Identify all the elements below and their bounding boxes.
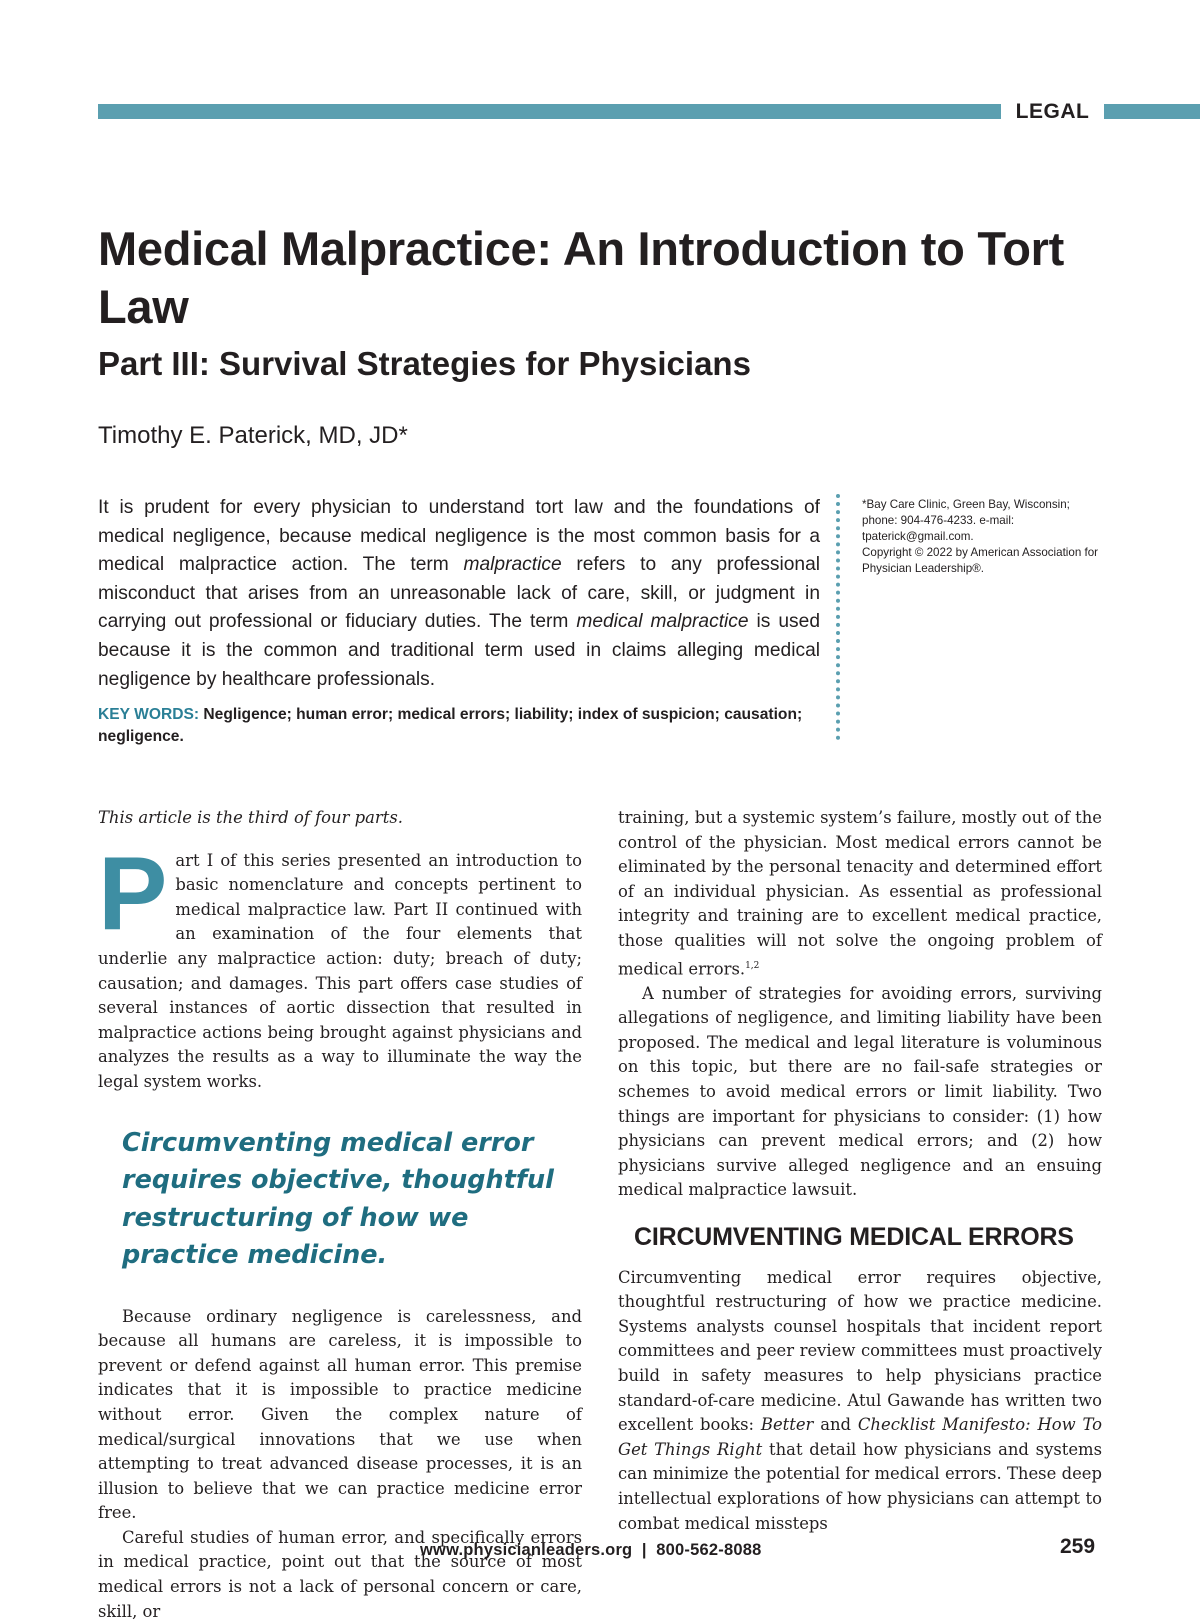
abstract-text-2: refers to any professional misconduct that arises from an unreasonable lack of care, skill, or judgment in carrying out professional or fiduciary duties. The term <box>98 554 820 633</box>
author-affiliation <box>862 497 1100 577</box>
abstract-text-1: It is prudent for every physician to understand tort law and the foundations of medical negligence, because medical negligence is the most common basis for a medical malpractice action. The term <box>98 497 820 576</box>
keywords <box>98 704 820 748</box>
abstract <box>98 494 820 694</box>
paragraph-4-text: training, but a systemic system’s failure, mostly out of the control of the physician. Most medical errors cannot be eliminated by the personal tenacity and determined effort of an individual physician. As essential as professional integrity and training are to excellent medical practice, those qualities will not solve the ongoing problem of medical errors. <box>618 808 1102 979</box>
book-title-better: Better <box>760 1415 814 1435</box>
body-paragraph-4 <box>618 806 1102 982</box>
series-note: This article is the third of four parts. <box>98 808 403 827</box>
paragraph-6-text-b: and <box>813 1415 858 1435</box>
reference-superscript: 1,2 <box>745 960 760 971</box>
book-title-checklist: Checklist Manifesto: How To Get Things Right <box>618 1415 1103 1459</box>
footer-contact: www.physicianleaders.org | 800-562-8088 <box>420 1541 762 1559</box>
abstract-emphasis-1: malpractice <box>463 554 562 576</box>
body-paragraph-1 <box>98 835 582 1095</box>
drop-cap: P <box>98 835 168 952</box>
paragraph-1-text: art I of this series presented an introduction to basic nomenclature and concepts pertinent to medical malpractice law. Part II continued with an examination of the four elements that underlie any malpractice action: duty; breach of duty; causation; and damages. This part offers case studies of several instances of aortic dissection that resulted in malpractice actions being brought against physicians and analyzes the results as a way to illuminate the way the legal system works. <box>98 850 582 1091</box>
body-column-left <box>98 806 582 1624</box>
abstract-emphasis-2: medical malpractice <box>576 611 749 633</box>
sidebar-divider <box>836 494 840 740</box>
keywords-label: KEY WORDS: <box>98 706 200 723</box>
pull-quote: Circumventing medical error requires objective, thoughtful restructuring of how we practice medicine. <box>122 1127 554 1271</box>
paragraph-6-text-a: Circumventing medical error requires objective, thoughtful restructuring of how we practice medicine. Systems analysts counsel hospitals that incident report committees and peer review committees must proactively build in safety measures to help physicians practice standard-of-care medicine. Atul Gawande has written two excellent books: <box>618 1267 1102 1435</box>
article-title: Medical Malpractice: An Introduction to Tort Law <box>98 222 1064 333</box>
abstract-text-3: is used because it is the common and traditional term used in claims alleging medical negligence by healthcare professionals. <box>98 611 820 690</box>
section-heading: CIRCUMVENTING MEDICAL ERRORS <box>634 1222 1074 1251</box>
page-number: 259 <box>1060 1535 1096 1558</box>
body-paragraph-3: Careful studies of human error, and specifically errors in medical practice, point out that the source of most medical errors is not a lack of personal concern or care, skill, or <box>98 1527 582 1621</box>
keywords-list: Negligence; human error; medical errors; liability; index of suspicion; causation; negligence. <box>98 706 803 745</box>
affiliation-contact: *Bay Care Clinic, Green Bay, Wisconsin; phone: 904-476-4233. e-mail: tpaterick@gmail.com. <box>862 498 1070 543</box>
copyright-notice: Copyright © 2022 by American Association for Physician Leadership®. <box>862 546 1099 575</box>
author-byline: Timothy E. Paterick, MD, JD* <box>98 422 408 449</box>
header-rule-left <box>98 104 1001 119</box>
body-paragraph-5: A number of strategies for avoiding errors, surviving allegations of negligence, and limiting liability have been proposed. The medical and legal literature is voluminous on this topic, but there are no fail-safe strategies or schemes to avoid medical errors or limit liability. Two things are important for physicians to consider: (1) how physicians can prevent medical errors; and (2) how physicians survive alleged negligence and an ensuing medical malpractice lawsuit. <box>618 983 1102 1200</box>
header-rule-right <box>1104 104 1200 119</box>
body-paragraph-6 <box>618 1266 1102 1537</box>
article-subtitle: Part III: Survival Strategies for Physicians <box>98 345 751 382</box>
body-column-right <box>618 806 1102 1536</box>
body-paragraph-2: Because ordinary negligence is carelessness, and because all humans are careless, it is impossible to prevent or defend against all human error. This premise indicates that it is impossible to practice medicine without error. Given the complex nature of medical/surgical innovations that we use when attempting to treat advanced disease processes, it is an illusion to believe that we can practice medicine error free. <box>98 1306 582 1523</box>
section-label: LEGAL <box>1015 100 1090 123</box>
paragraph-6-text-c: that detail how physicians and systems can minimize the potential for medical errors. These deep intellectual explorations of how physicians can attempt to combat medical missteps <box>618 1439 1102 1533</box>
